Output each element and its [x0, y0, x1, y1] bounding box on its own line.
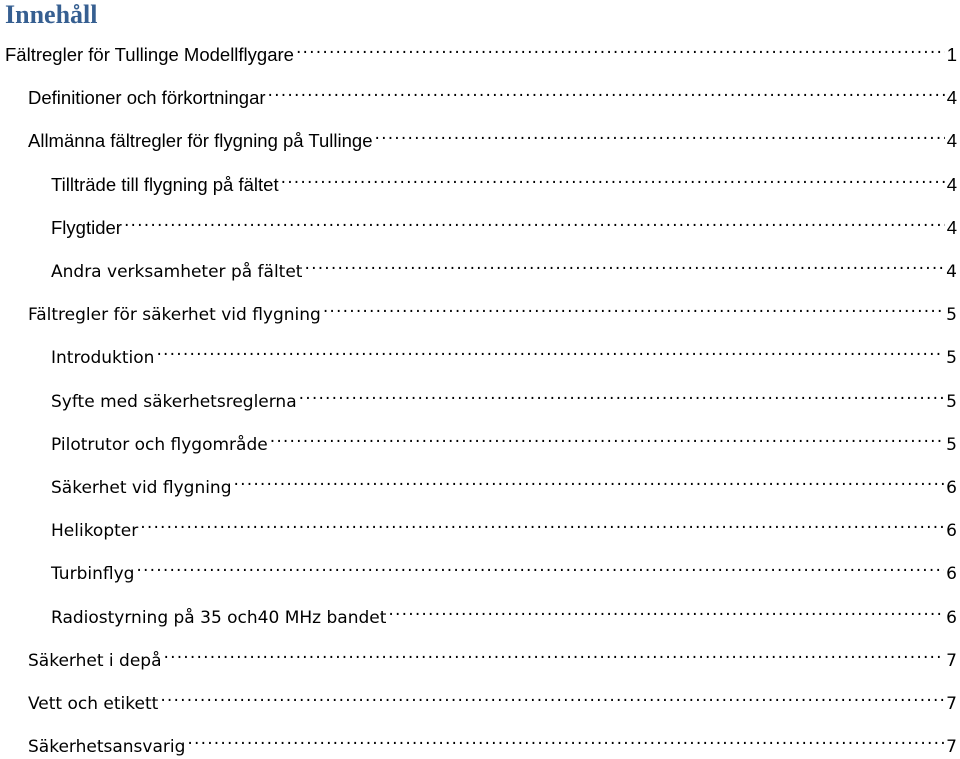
toc-entry-title: Tillträde till flygning på fältet	[51, 174, 279, 195]
toc-dot-leader	[268, 80, 945, 104]
toc-dot-leader	[296, 37, 945, 61]
toc-dot-leader	[304, 253, 944, 277]
toc-entry[interactable]	[0, 123, 960, 151]
toc-dot-leader	[270, 426, 944, 450]
toc-entry-title: Andra verksamheter på fältet	[51, 262, 303, 282]
toc-entry-page-number: 4	[946, 217, 957, 238]
toc-entry-title: Vett och etikett	[28, 694, 159, 714]
toc-entry[interactable]	[0, 339, 960, 368]
toc-entry[interactable]	[0, 253, 960, 282]
toc-entry[interactable]	[0, 555, 960, 584]
toc-entry[interactable]	[0, 599, 960, 628]
toc-entry-page-number: 5	[946, 392, 957, 412]
toc-dot-leader	[281, 167, 945, 191]
toc-entry[interactable]	[0, 296, 960, 325]
toc-entry-title: Definitioner och förkortningar	[28, 87, 266, 108]
toc-entry-page-number: 6	[946, 608, 957, 628]
toc-entry[interactable]	[0, 210, 960, 238]
toc-dot-leader	[164, 642, 945, 666]
toc-entry-title: Helikopter	[51, 521, 139, 541]
toc-entry-page-number: 4	[946, 174, 957, 195]
toc-entry-title: Säkerhetsansvarig	[28, 737, 186, 757]
toc-entry-page-number: 4	[946, 130, 957, 151]
toc-entry-page-number: 7	[946, 651, 957, 671]
toc-entry-page-number: 6	[946, 478, 957, 498]
toc-entry-title: Allmänna fältregler för flygning på Tullinge	[28, 130, 373, 151]
toc-entry[interactable]	[0, 728, 960, 757]
toc-entry-page-number: 1	[946, 44, 957, 65]
toc-entry-title: Fältregler för säkerhet vid flygning	[28, 305, 321, 325]
toc-entry-title: Turbinflyg	[51, 564, 135, 584]
toc-entry-title: Säkerhet i depå	[28, 651, 162, 671]
toc-entry-title: Introduktion	[51, 348, 155, 368]
toc-dot-leader	[375, 123, 945, 147]
toc-heading: Innehåll	[5, 0, 98, 29]
toc-entry-title: Syfte med säkerhetsreglerna	[51, 392, 297, 412]
toc-dot-leader	[234, 469, 945, 493]
toc-entry-page-number: 4	[946, 87, 957, 108]
toc-entry-page-number: 7	[946, 737, 957, 757]
toc-entry[interactable]	[0, 685, 960, 714]
toc-entry-page-number: 7	[946, 694, 957, 714]
toc-entry-page-number: 5	[946, 435, 957, 455]
toc-entry-title: Säkerhet vid flygning	[51, 478, 232, 498]
toc-dot-leader	[160, 685, 944, 709]
toc-entry[interactable]	[0, 512, 960, 541]
toc-dot-leader	[136, 555, 944, 579]
toc-entry[interactable]	[0, 426, 960, 455]
toc-entry-page-number: 4	[946, 262, 957, 282]
toc-dot-leader	[156, 339, 944, 363]
toc-entry[interactable]	[0, 167, 960, 195]
toc-entry-page-number: 5	[946, 348, 957, 368]
toc-entry-title: Pilotrutor och flygområde	[51, 435, 268, 455]
toc-entry-title: Flygtider	[51, 217, 122, 238]
toc-entry-title: Fältregler för Tullinge Modellflygare	[5, 44, 294, 65]
toc-entry-page-number: 5	[946, 305, 957, 325]
toc-entry[interactable]	[0, 469, 960, 498]
toc-entry-page-number: 6	[946, 521, 957, 541]
toc-dot-leader	[187, 728, 944, 752]
toc-dot-leader	[388, 599, 944, 623]
toc-entry[interactable]	[0, 383, 960, 412]
toc-entry[interactable]	[0, 642, 960, 671]
toc-dot-leader	[299, 383, 945, 407]
toc-dot-leader	[124, 210, 945, 234]
toc-entry[interactable]	[0, 37, 960, 65]
toc-dot-leader	[140, 512, 944, 536]
toc-entry-page-number: 6	[946, 564, 957, 584]
toc-entry[interactable]	[0, 80, 960, 108]
toc-dot-leader	[323, 296, 944, 320]
toc-entry-title: Radiostyrning på 35 och40 MHz bandet	[51, 608, 387, 628]
